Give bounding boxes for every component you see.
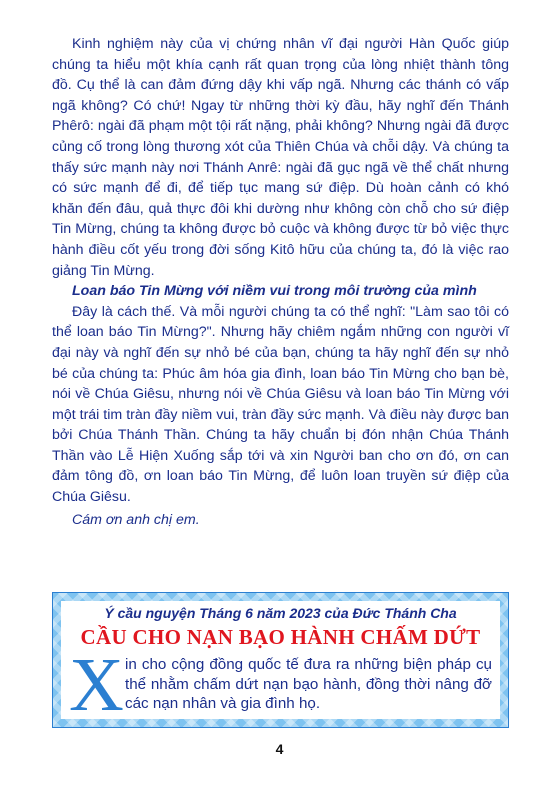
page-number: 4 bbox=[275, 741, 284, 757]
paragraph: Đây là cách thế. Và mỗi người chúng ta có thể nghĩ: "Làm sao tôi có thể loan báo Tin Mừng?". Nhưng hãy chiêm ngắm những con người vĩ đại này và nghĩ đến sự nhỏ bé của bạn, chúng ta hãy nghĩ đến sự nhỏ bé của chúng ta: Phúc âm hóa gia đình, loan báo Tin Mừng cho bạn bè, nói về Chúa Giêsu, nhưng nói về Chúa Giêsu và loan báo Tin Mừng với một trái tim tràn đầy niềm vui, tràn đầy sức mạnh. Và điều này được ban bởi Chúa Thánh Thần. Chúng ta hãy chuẩn bị đón nhận Chúa Thánh Thần vào Lễ Hiện Xuống sắp tới và xin Người ban cho ơn đó, ơn can đảm tông đồ, ơn loan báo Tin Mừng, để luôn loan truyền sứ điệp của Chúa Giêsu. bbox=[52, 303, 509, 506]
prayer-intention-box bbox=[52, 592, 509, 728]
prayer-title: CẦU CHO NẠN BẠO HÀNH CHẤM DỨT bbox=[80, 625, 481, 649]
article-body bbox=[52, 34, 509, 530]
prayer-box-inner bbox=[61, 601, 500, 727]
drop-cap-letter: X bbox=[69, 643, 124, 727]
prayer-intention-heading: Ý cầu nguyện Tháng 6 năm 2023 của Đức Thánh Cha bbox=[104, 605, 457, 621]
paragraph: Kinh nghiệm này của vị chứng nhân vĩ đại người Hàn Quốc giúp chúng ta hiểu một khía cạnh rất quan trọng của lòng nhiệt thành tông đồ. Cụ thể là can đảm đứng dậy khi vấp ngã. Nhưng các thánh có vấp ngã không? Có chứ! Ngay từ những thời kỳ đầu, hãy nghĩ đến Thánh Phêrô: ngài đã phạm một tội rất nặng, phải không? Nhưng ngài đã được củng cố trong lòng thương xót của Thiên Chúa và chỗi dậy. Và chúng ta thấy sức mạnh này nơi Thánh Anrê: ngài đã gục ngã về thể chất nhưng có sức mạnh để đi, để tiếp tục mang sứ điệp. Dù hoàn cảnh có khó khăn đến đâu, quả thực đôi khi dường như không còn chỗ cho sứ điệp Tin Mừng, chúng ta không được bỏ cuộc và không được từ bỏ việc thực hành điều cốt yếu trong đời sống Kitô hữu của chúng ta, đó là việc rao giảng Tin Mừng. bbox=[52, 36, 509, 279]
closing-line: Cám ơn anh chị em. bbox=[72, 511, 200, 528]
prayer-text: in cho cộng đồng quốc tế đưa ra những biện pháp cụ thể nhằm chấm dứt nạn bạo hành, đồng thời nâng đỡ các nạn nhân và gia đình họ. bbox=[125, 656, 492, 712]
section-heading: Loan báo Tin Mừng với niềm vui trong môi trường của mình bbox=[72, 283, 477, 300]
